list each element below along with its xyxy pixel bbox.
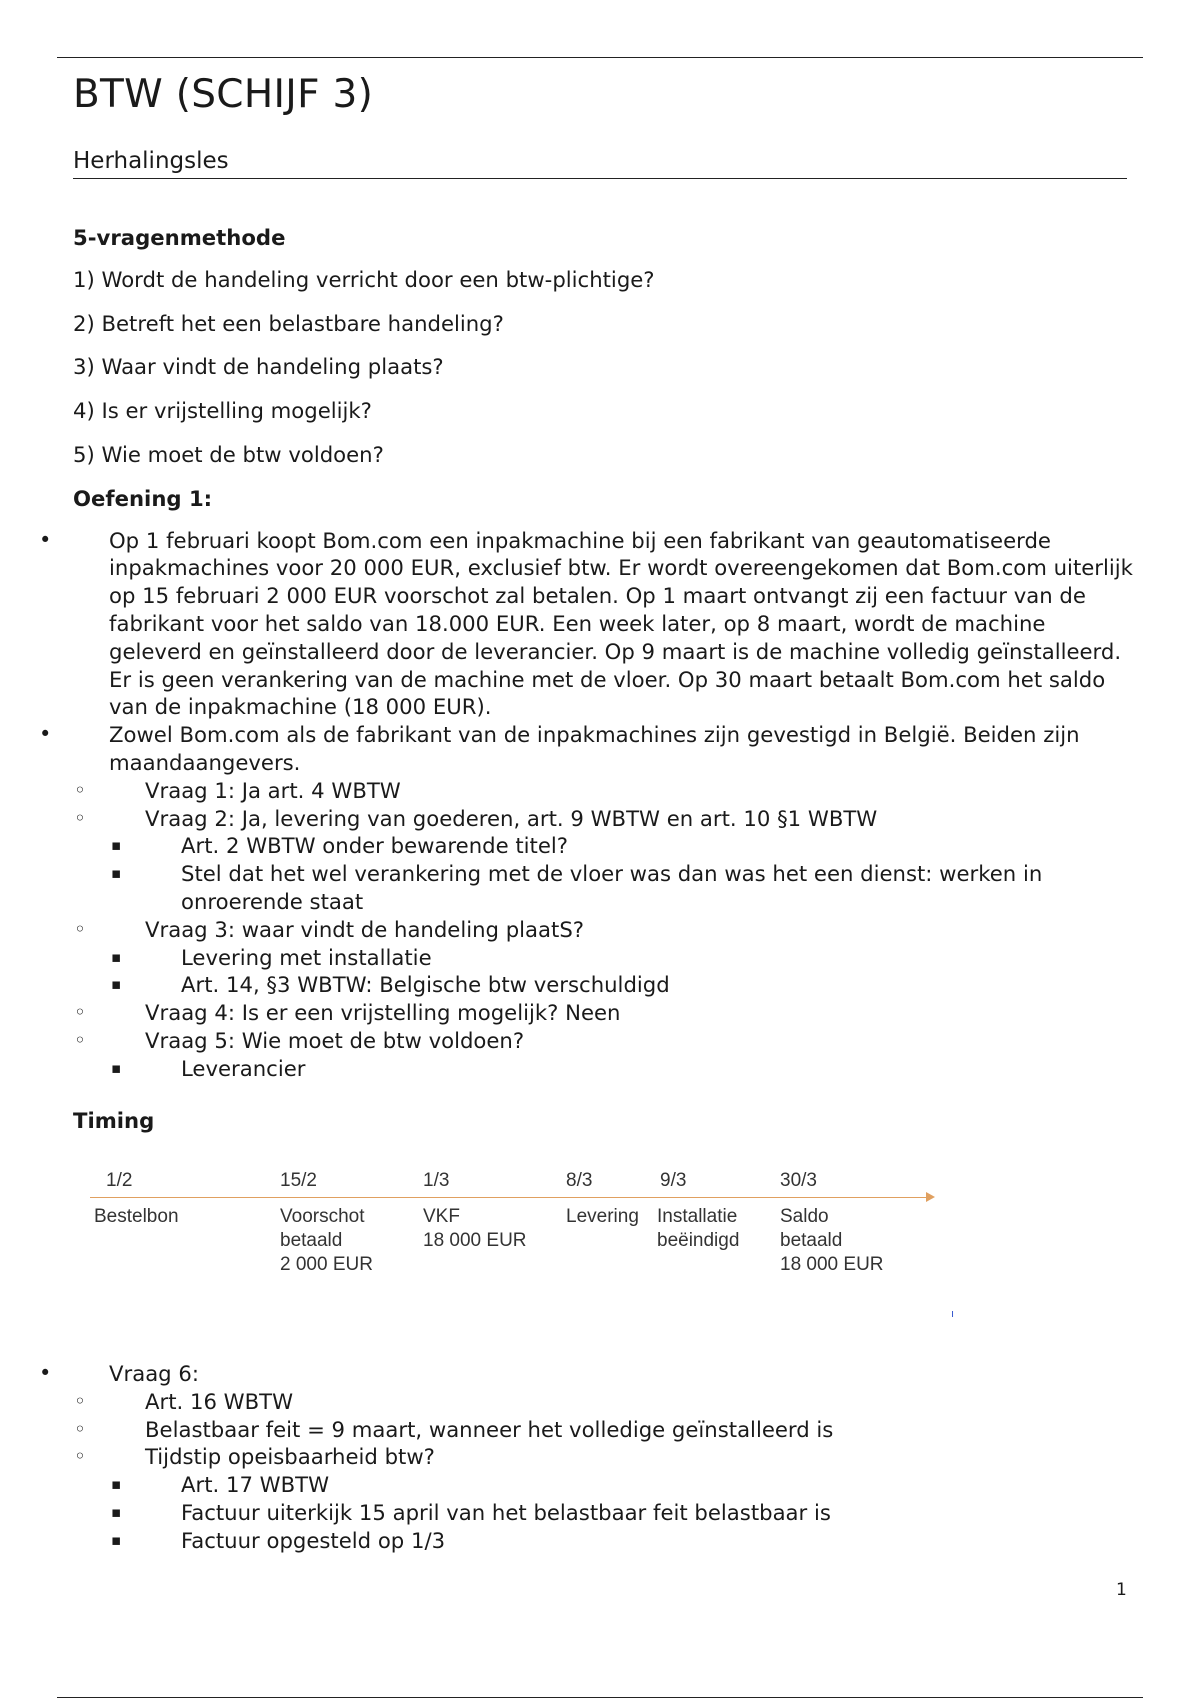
vraag6-content <box>73 1360 1133 1555</box>
timeline-date-3: 1/3 <box>423 1170 450 1191</box>
subtitle-rule <box>73 178 1127 179</box>
timeline-date-4: 8/3 <box>566 1170 593 1191</box>
question-4 <box>109 999 1133 1027</box>
timeline-label-4 <box>566 1205 639 1229</box>
vraag6-sub-3 <box>109 1443 1133 1554</box>
timeline-label-6-line-3: 18 000 EUR <box>780 1254 884 1275</box>
method-question-4: 4) Is er vrijstelling mogelijk? <box>73 398 372 424</box>
question-3-sub-2 <box>145 971 1133 999</box>
timing-heading: Timing <box>73 1108 155 1133</box>
timeline-date-6: 30/3 <box>780 1170 817 1191</box>
vraag6-sub-3-item-1 <box>145 1471 1133 1499</box>
bottom-rule <box>57 1697 1143 1698</box>
vraag6-label: Vraag 6: <box>109 1361 199 1386</box>
top-rule <box>57 57 1143 58</box>
vraag6-sub-1-text: Art. 16 WBTW <box>145 1388 294 1414</box>
question-3-sub-1 <box>145 944 1133 972</box>
margin-mark: ı <box>951 1307 955 1320</box>
vraag6-bullet <box>73 1360 1133 1555</box>
vraag6-sub-3-item-3 <box>145 1527 1133 1555</box>
question-2-sublist <box>145 832 1133 915</box>
document-title: BTW (SCHIJF 3) <box>73 72 374 117</box>
method-question-1: 1) Wordt de handeling verricht door een btw-plichtige? <box>73 266 655 292</box>
exercise-heading: Oefening 1: <box>73 485 213 511</box>
exercise-bullet-2 <box>73 721 1133 1082</box>
timeline-label-2-line-3: 2 000 EUR <box>280 1254 373 1275</box>
vraag6-sublist <box>109 1388 1133 1555</box>
timeline-arrow-head <box>926 1192 935 1202</box>
vraag6-sub-2-text: Belastbaar feit = 9 maart, wanneer het volledige geïnstalleerd is <box>145 1416 834 1442</box>
question-3-sublist <box>145 944 1133 1000</box>
timeline-label-1-line-1: Bestelbon <box>94 1206 179 1227</box>
question-2-sub-2 <box>145 860 1133 916</box>
timeline-label-3-line-2: 18 000 EUR <box>423 1230 527 1251</box>
question-1 <box>109 777 1133 805</box>
exercise-bullet-1 <box>73 527 1133 722</box>
vraag6-sub-2 <box>109 1416 1133 1444</box>
main-content <box>73 224 1133 1083</box>
timeline-label-2 <box>280 1205 373 1277</box>
vraag6-list <box>73 1360 1133 1555</box>
timeline-label-5-line-2: beëindigd <box>657 1230 740 1251</box>
question-2-text: Vraag 2: Ja, levering van goederen, art. 9 WBTW en art. 10 §1 WBTW <box>145 805 878 831</box>
vraag6-sub-3-item-2 <box>145 1499 1133 1527</box>
timeline-label-5-line-1: Installatie <box>657 1206 738 1227</box>
vraag6-sub-1 <box>109 1388 1133 1416</box>
question-2-sub-1-text: Art. 2 WBTW onder bewarende titel? <box>181 833 569 859</box>
method-question-2: 2) Betreft het een belastbare handeling? <box>73 310 504 336</box>
timeline-label-6 <box>780 1205 884 1277</box>
question-4-text: Vraag 4: Is er een vrijstelling mogelijk? Neen <box>145 1000 621 1026</box>
question-2 <box>109 805 1133 916</box>
timeline-label-6-line-2: betaald <box>780 1230 843 1251</box>
exercise-bullet-2-text: Zowel Bom.com als de fabrikant van de inpakmachines zijn gevestigd in België. Beiden zijn maandaangevers. <box>109 722 1080 775</box>
vraag6-sub-3-text: Tijdstip opeisbaarheid btw? <box>145 1444 435 1470</box>
question-5 <box>109 1027 1133 1083</box>
vraag6-sub-3-item-1-text: Art. 17 WBTW <box>181 1472 330 1498</box>
timeline-label-4-line-1: Levering <box>566 1206 639 1227</box>
method-question-3: 3) Waar vindt de handeling plaats? <box>73 354 444 380</box>
vraag6-sub-3-item-2-text: Factuur uiterkijk 15 april van het belastbaar feit belastbaar is <box>181 1499 831 1525</box>
method-question-5: 5) Wie moet de btw voldoen? <box>73 441 384 467</box>
timeline-axis <box>90 1197 930 1198</box>
question-2-sub-2-text: Stel dat het wel verankering met de vloer was dan was het een dienst: werken in onroerende staat <box>181 861 1043 914</box>
timeline-label-3 <box>423 1205 527 1253</box>
timeline-label-5 <box>657 1205 739 1253</box>
question-5-sub-1 <box>145 1055 1133 1083</box>
timeline-label-1 <box>94 1205 179 1229</box>
question-5-text: Vraag 5: Wie moet de btw voldoen? <box>145 1027 525 1053</box>
timeline-label-2-line-1: Voorschot <box>280 1206 365 1227</box>
page-number: 1 <box>1116 1580 1127 1600</box>
vraag6-sub-3-list <box>145 1471 1133 1554</box>
timeline <box>90 1160 950 1290</box>
timeline-date-1: 1/2 <box>106 1170 133 1191</box>
vraag6-sub-3-item-3-text: Factuur opgesteld op 1/3 <box>181 1527 446 1553</box>
question-1-text: Vraag 1: Ja art. 4 WBTW <box>145 777 401 803</box>
document-subtitle: Herhalingsles <box>73 148 229 174</box>
question-3-sub-1-text: Levering met installatie <box>181 944 432 970</box>
timeline-date-2: 15/2 <box>280 1170 317 1191</box>
exercise-list <box>73 527 1133 1083</box>
question-2-sub-1 <box>145 832 1133 860</box>
question-5-sublist <box>145 1055 1133 1083</box>
timeline-label-6-line-1: Saldo <box>780 1206 829 1227</box>
question-5-sub-1-text: Leverancier <box>181 1055 306 1081</box>
method-heading: 5-vragenmethode <box>73 225 286 250</box>
exercise-bullet-1-text: Op 1 februari koopt Bom.com een inpakmachine bij een fabrikant van geautomatiseerde inpakmachines voor 20 000 EUR, exclusief btw. Er wordt overeengekomen dat Bom.com uiterlijk op 15 februari 2 000 EUR voorschot zal betalen. Op 1 maart ontvangt zij een factuur van de fabrikant voor het saldo van 18.000 EUR. Een week later, op 8 maart, wordt de machine geleverd en geïnstalleerd door de leverancier. Op 9 maart is de machine volledig geïnstalleerd. Er is geen verankering van de machine met de vloer. Op 30 maart betaalt Bom.com het saldo van de inpakmachine (18 000 EUR). <box>109 527 1133 720</box>
question-3-text: Vraag 3: waar vindt de handeling plaatS? <box>145 916 585 942</box>
question-list <box>109 777 1133 1083</box>
timeline-label-2-line-2: betaald <box>280 1230 343 1251</box>
timeline-label-3-line-1: VKF <box>423 1206 460 1227</box>
question-3-sub-2-text: Art. 14, §3 WBTW: Belgische btw verschuldigd <box>181 972 670 998</box>
timeline-date-5: 9/3 <box>660 1170 687 1191</box>
question-3 <box>109 916 1133 999</box>
